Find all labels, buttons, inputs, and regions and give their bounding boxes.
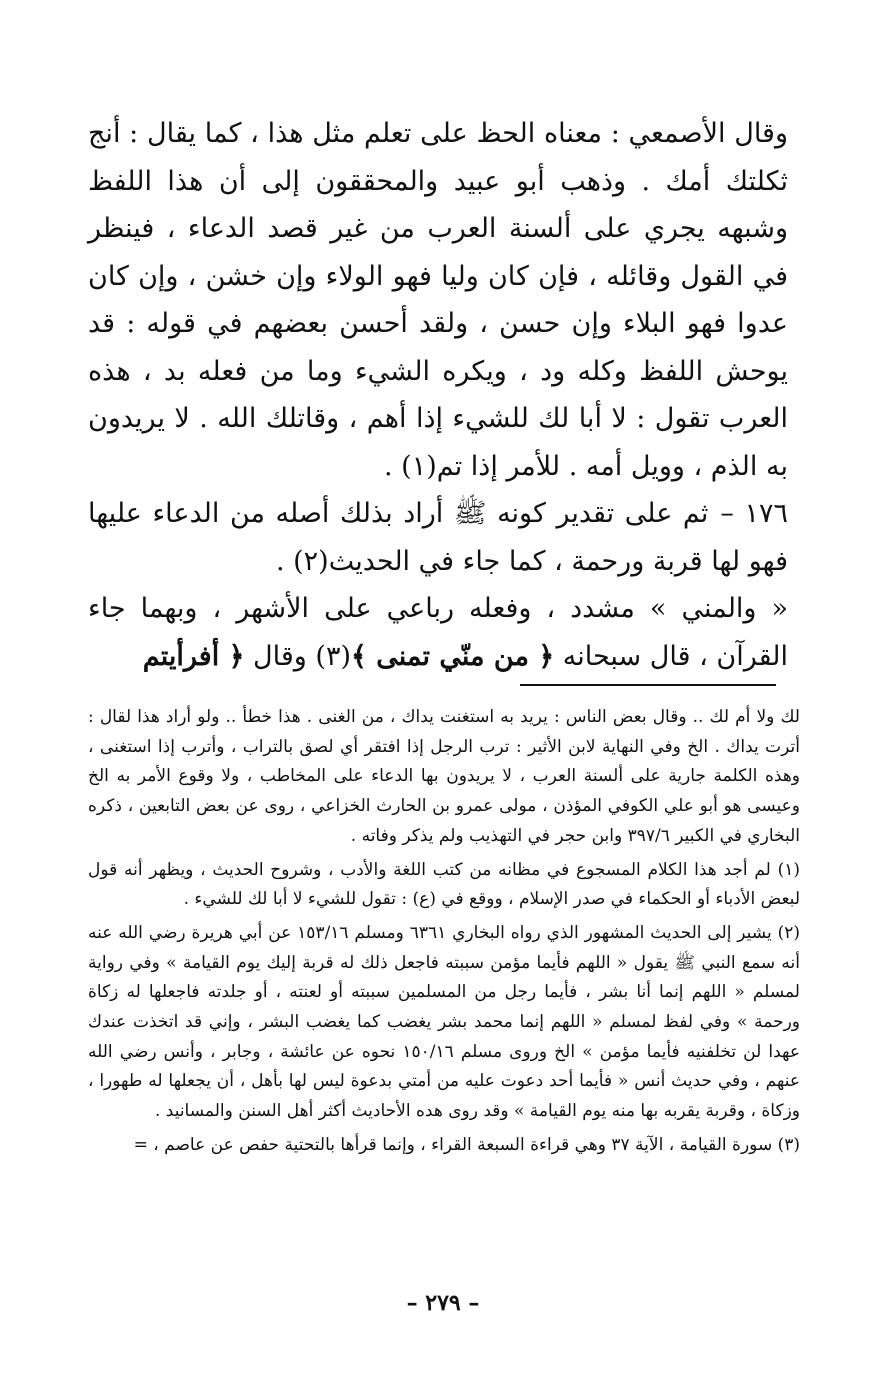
paragraph-3-mid: (٣) وقال [253, 640, 351, 672]
footnote-separator [520, 684, 776, 686]
quran-quote-2: ﴿ أفرأيتم [142, 640, 245, 672]
quran-quote-1: ﴿ من منّي تمنى ﴾ [351, 640, 555, 672]
paragraph-3 [88, 585, 788, 680]
footnotes [88, 703, 800, 1161]
paragraph-3-start: « والمني » مشدد ، وفعله رباعي على الأشهر ، وبهما جاء القرآن ، قال سبحانه [88, 593, 788, 672]
footnote-3: (٣) سورة القيامة ، الآية ٣٧ وهي قراءة السبعة القراء ، وإنما قرأها بالتحتية حفص عن عاصم ، = [133, 1134, 800, 1155]
paragraph-176 [88, 490, 788, 585]
item-number: ١٧٦ – [720, 498, 789, 529]
paragraph-1: وقال الأصمعي : معناه الحظ على تعلم مثل هذا ، كما يقال : أنج ثكلتك أمك . وذهب أبو عبيد والمحققون إلى أن هذا اللفظ وشبهه يجري على ألسنة العرب من غير قصد الدعاء ، فينظر في القول وقائله ، فإن كان وليا فهو الولاء وإن خشن ، وإن كان عدوا فهو البلاء وإن حسن ، ولقد أحسن بعضهم في قوله : قد يوحش اللفظ وكله ود ، ويكره الشيء وما من فعله بد ، هذه العرب تقول : لا أبا لك للشيء إذا أهم ، وقاتلك الله . لا يريدون به الذم ، وويل أمه . للأمر إذا تم(١) . [88, 118, 788, 482]
footnote-2: (٢) يشير إلى الحديث المشهور الذي رواه البخاري ٦٣٦١ ومسلم ١٥٣/١٦ عن أبي هريرة رضي الله عنه أنه سمع النبي ﷺ يقول « اللهم فأيما مؤمن سببته فاجعل ذلك له قربة إليك يوم القيامة » وفي رواية لمسلم « اللهم إنما أنا بشر ، فأيما رجل من المسلمين سببته أو لعنته ، أو جلدته فاجعلها له زكاة ورحمة » وفي لفظ لمسلم « اللهم إنما محمد بشر يغضب كما يغضب البشر ، وإني قد اتخذت عندك عهدا لن تخلفنيه فأيما مؤمن » الخ وروى مسلم ١٥٠/١٦ نحوه عن عائشة ، وجابر ، وأنس رضي الله عنهم ، وفي حديث أنس « فأيما أحد دعوت عليه من أمتي بدعوة ليس لها بأهل ، أن يجعلها له طهورا ، وزكاة ، وقربة يقربه بها منه يوم القيامة » وقد روى هده الأحاديث أكثر أهل السنن والمسانيد . [88, 922, 800, 1122]
paragraph-176-text: ثم على تقدير كونه ﷺ أراد بذلك أصله من الدعاء عليها فهو لها قربة ورحمة ، كما جاء في الحديث(٢) . [88, 498, 788, 577]
footnote-continuation-text: لك ولا أم لك .. وقال بعض الناس : يريد به استغنت يداك ، من الغنى . هذا خطأ .. ولو أراد هذا لقال : أترت يداك . الخ وفي النهاية لابن الأثير : ترب الرجل إذا افتقر أي لصق بالتراب ، وأترب إذا استغنى ، وهذه الكلمة جارية على ألسنة العرب ، لا يريدون بها الدعاء على المخاطب ، ولا وقوع الأمر به الخ وعيسى هو أبو علي الكوفي المؤذن ، مولى عمرو بن الحارث الخزاعي ، روى عن بعض التابعين ، ذكره البخاري في الكبير ٣٩٧/٦ وابن حجر في التهذيب ولم يذكر وفاته . [88, 707, 800, 846]
footnote-continuation [88, 703, 800, 852]
main-text [88, 110, 788, 680]
footnote-1: (١) لم أجد هذا الكلام المسجوع في مظانه من كتب اللغة والأدب ، وشروح الحديث ، ويظهر أنه قول لبعض الأدباء أو الحكماء في صدر الإسلام ، ووقع في (ع) : تقول للشيء لا أبا لك للشيء . [88, 859, 800, 910]
page-number: – ٢٧٩ – [406, 1290, 480, 1316]
